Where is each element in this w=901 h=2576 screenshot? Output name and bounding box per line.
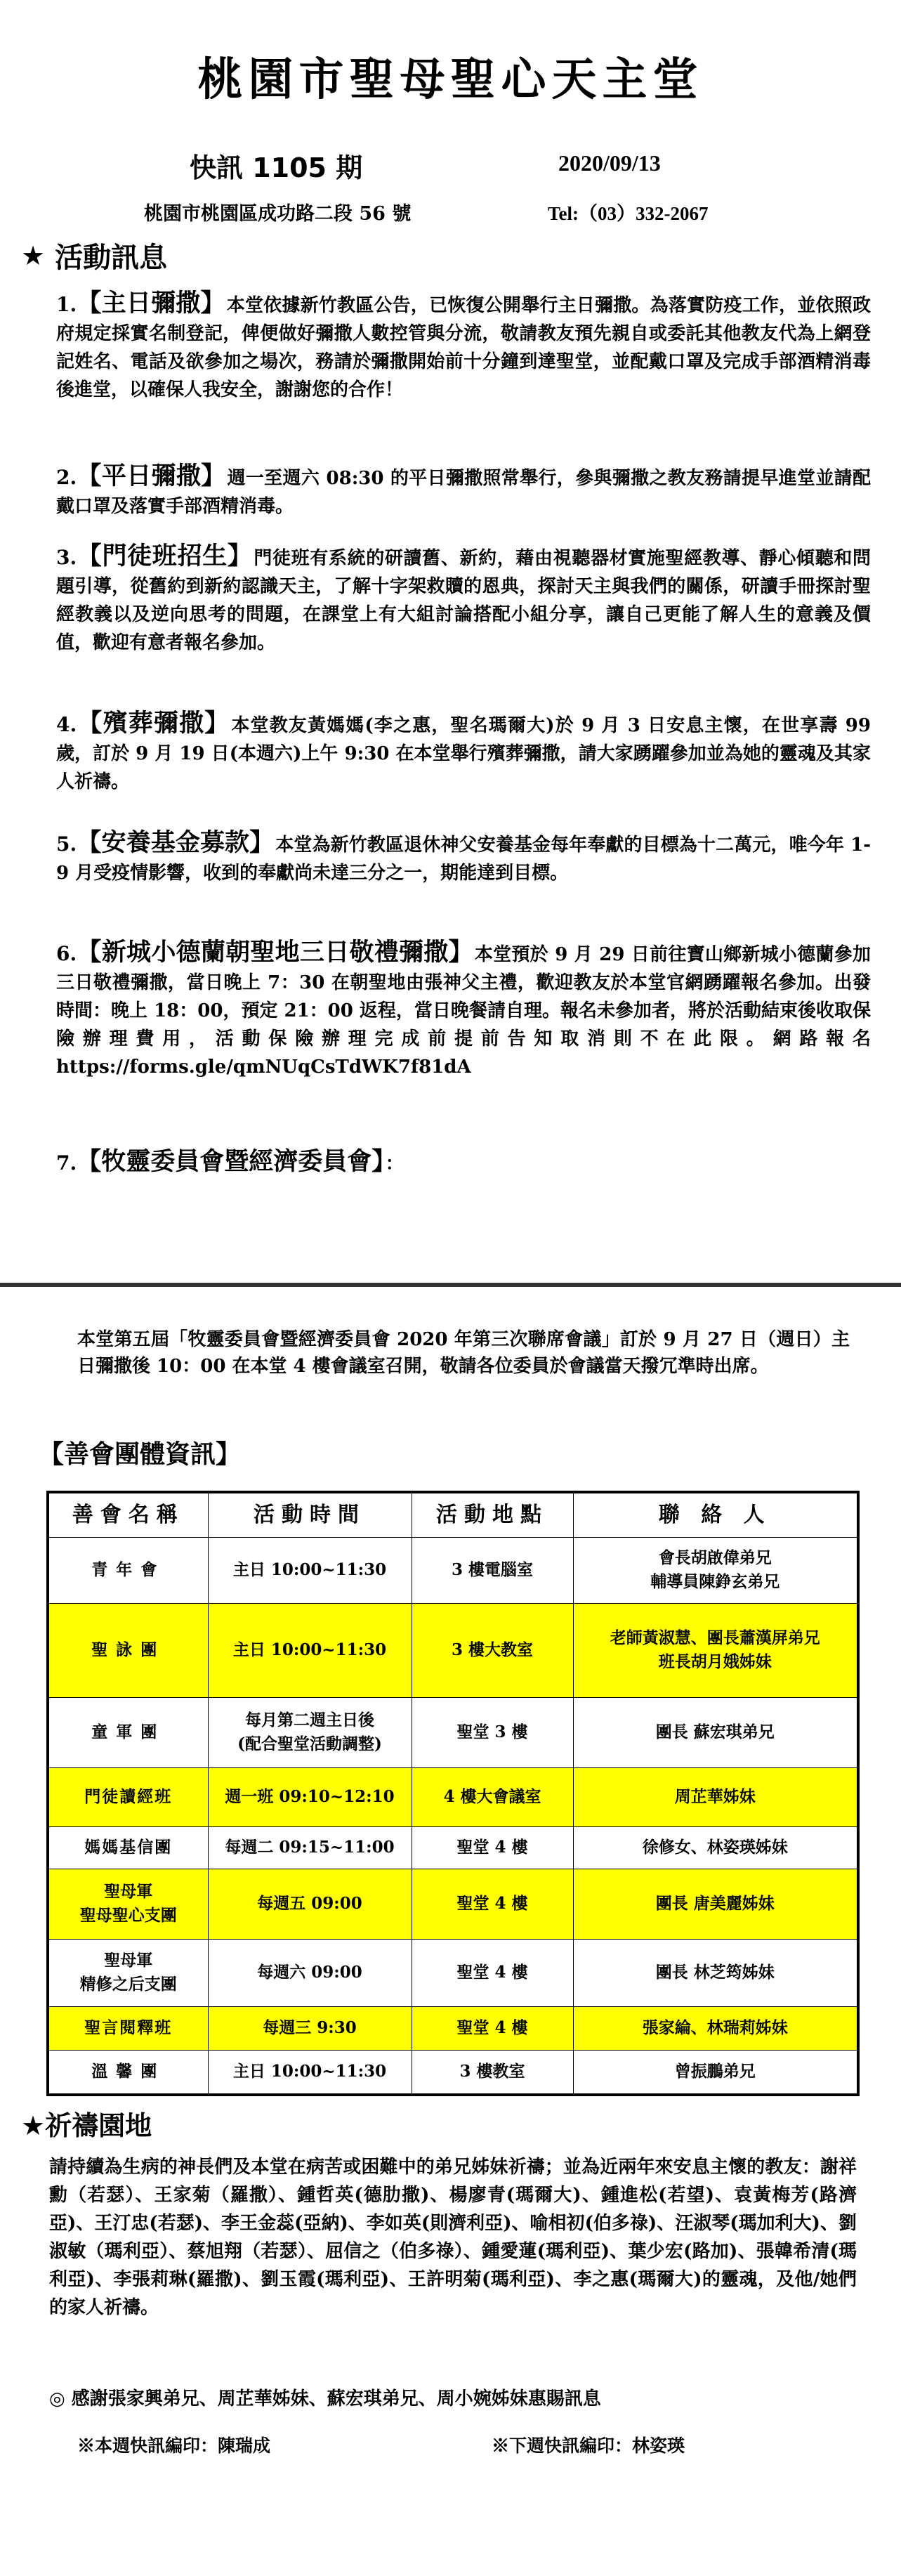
group-place: 3 樓電腦室 bbox=[412, 1537, 573, 1603]
group-name: 童軍團 bbox=[48, 1697, 208, 1767]
news-section-heading bbox=[21, 235, 167, 275]
group-name: 媽媽基信團 bbox=[48, 1826, 208, 1869]
column-header-name: 善會名稱 bbox=[48, 1492, 208, 1537]
news-item-body: 門徒班有系統的研讀舊、新約，藉由視聽器材實施聖經教導、靜心傾聽和問題引導，從舊約到新約認識天主，了解十字架救贖的恩典，探討天主與我們的關係，研讀手冊探討聖經教義以及逆向思考的問題，在課堂上有大組討論搭配小組分享，讓自己更能了解人生的意義及價值，歡迎有意者報名參加。 bbox=[56, 548, 871, 653]
group-time: 週一班 09:10~12:10 bbox=[208, 1767, 412, 1826]
group-place: 聖堂 4 樓 bbox=[412, 2006, 573, 2050]
group-time: 主日 10:00~11:30 bbox=[208, 1603, 412, 1697]
news-item-body: 本堂預於 9 月 29 日前往寶山鄉新城小德蘭參加三日敬禮彌撒，當日晚上 7：30 在朝聖地由張神父主禮，歡迎教友於本堂官網踴躍報名參加。出發時間：晚上 18：00，預定 21：00 返程，當日晚餐請自理。報名未參加者，將於活動結束後收取保險辦理費用，活動保險辦理完成前提前告知取消則不在此限。網路報名 https://forms.gle/qmNUqCsTdWK7f81dA bbox=[56, 944, 871, 1078]
prayer-section-title: ★祈禱園地 bbox=[21, 2110, 152, 2141]
group-place: 聖堂 4 樓 bbox=[412, 1939, 573, 2006]
table-row bbox=[48, 1697, 858, 1767]
group-time: 每週五 09:00 bbox=[208, 1869, 412, 1939]
group-contact: 團長 唐美麗姊妹 bbox=[573, 1869, 858, 1939]
table-row bbox=[48, 1537, 858, 1603]
group-time: 每週六 09:00 bbox=[208, 1939, 412, 2006]
news-section-title: 活動訊息 bbox=[55, 242, 168, 274]
group-place: 聖堂 4 樓 bbox=[412, 1869, 573, 1939]
group-name: 門徒讀經班 bbox=[48, 1767, 208, 1826]
news-item-number: 7. bbox=[56, 1151, 77, 1175]
column-header-place: 活動地點 bbox=[412, 1492, 573, 1537]
group-name: 溫馨團 bbox=[48, 2050, 208, 2095]
news-item-heading: 【殯葬彌撒】 bbox=[77, 710, 230, 738]
news-item bbox=[56, 939, 871, 1081]
news-item-heading: 【新城小德蘭朝聖地三日敬禮彌撒】 bbox=[77, 939, 473, 967]
group-contact: 周芷華姊妹 bbox=[573, 1767, 858, 1826]
news-item-number: 2. bbox=[56, 466, 77, 489]
news-item-number: 6. bbox=[56, 942, 77, 965]
news-item-heading: 【安養基金募款】 bbox=[77, 829, 275, 857]
group-name: 聖母軍 聖母聖心支團 bbox=[48, 1869, 208, 1939]
issue-date: 2020/09/13 bbox=[558, 150, 661, 176]
prayer-text: 請持續為生病的神長們及本堂在病苦或困難中的弟兄姊妹祈禱；並為近兩年來安息主懷的教友：謝祥勳（若瑟）、王家菊（羅撒）、鍾哲英(德肋撒)、楊廖青(瑪爾大)、鍾進松(若望)、袁黃梅芳(路濟亞)、王汀忠(若瑟)、李王金蕊(亞納)、李如英(則濟利亞)、喻相初(伯多祿)、汪淑琴(瑪加利大)、劉淑敏（瑪利亞）、蔡旭翔（若瑟）、屈信之（伯多祿）、鍾愛蓮(瑪利亞)、葉少宏(路加)、張韓希清(瑪利亞)、李張莉琳(羅撒)、劉玉霞(瑪利亞)、王許明菊(瑪利亞)、李之惠(瑪爾大)的靈魂，及他/她們的家人祈禱。 bbox=[49, 2157, 857, 2318]
table-row bbox=[48, 1869, 858, 1939]
news-item-number: 4. bbox=[56, 713, 77, 736]
news-item bbox=[56, 710, 871, 796]
group-contact: 會長胡啟偉弟兄 輔導員陳錚玄弟兄 bbox=[573, 1537, 858, 1603]
group-contact: 團長 蘇宏琪弟兄 bbox=[573, 1697, 858, 1767]
editor-this-week: ※本週快訊編印：陳瑞成 bbox=[77, 2436, 271, 2456]
table-row bbox=[48, 2050, 858, 2095]
section-divider bbox=[0, 1283, 901, 1287]
table-row bbox=[48, 1939, 858, 2006]
group-place: 3 樓大教室 bbox=[412, 1603, 573, 1697]
group-contact: 團長 林芝筠姊妹 bbox=[573, 1939, 858, 2006]
news-item bbox=[56, 829, 871, 887]
news-item bbox=[56, 289, 871, 404]
groups-section-title: 【善會團體資訊】 bbox=[39, 1440, 242, 1469]
editor-next-week: ※下週快訊編印：林姿瑛 bbox=[492, 2436, 685, 2456]
page-title: 桃園市聖母聖心天主堂 bbox=[197, 54, 704, 106]
column-header-time: 活動時間 bbox=[208, 1492, 412, 1537]
table-row bbox=[48, 2006, 858, 2050]
table-row bbox=[48, 1767, 858, 1826]
news-item-body: 本堂依據新竹教區公告，已恢復公開舉行主日彌撒。為落實防疫工作，並依照政府規定採實名制登記，俾便做好彌撒人數控管與分流，敬請教友預先親自或委託其他教友代為上網登記姓名、電話及欲參加之場次，務請於彌撒開始前十分鐘到達聖堂，並配戴口罩及完成手部酒精消毒後進堂，以確保人我安全，謝謝您的合作！ bbox=[56, 295, 871, 400]
star-icon: ★ bbox=[21, 240, 46, 271]
group-place: 4 樓大會議室 bbox=[412, 1767, 573, 1826]
table-header-row bbox=[48, 1492, 858, 1537]
column-header-contact: 聯 絡 人 bbox=[573, 1492, 858, 1537]
group-contact: 張家綸、林瑞莉姊妹 bbox=[573, 2006, 858, 2050]
church-phone: Tel:（03）332-2067 bbox=[548, 203, 709, 224]
news-item-heading: 【主日彌撒】 bbox=[77, 289, 225, 318]
news-item-heading: 【門徒班招生】 bbox=[77, 542, 253, 570]
news-item-body: ： bbox=[385, 1153, 404, 1175]
group-contact: 徐修女、林姿瑛姊妹 bbox=[573, 1826, 858, 1869]
news-item bbox=[56, 462, 871, 521]
group-contact: 曾振鵬弟兄 bbox=[573, 2050, 858, 2095]
table-row bbox=[48, 1826, 858, 1869]
group-place: 聖堂 3 樓 bbox=[412, 1697, 573, 1767]
news-item-heading: 【平日彌撒】 bbox=[77, 462, 226, 490]
group-contact: 老師黃淑慧、團長蕭漢屏弟兄 班長胡月娥姊妹 bbox=[573, 1603, 858, 1697]
church-address: 桃園市桃園區成功路二段 56 號 bbox=[144, 203, 412, 225]
groups-table bbox=[46, 1491, 860, 2096]
group-time: 主日 10:00~11:30 bbox=[208, 2050, 412, 2095]
table-row bbox=[48, 1603, 858, 1697]
news-item bbox=[56, 542, 871, 657]
news-item-heading: 【牧靈委員會暨經濟委員會】 bbox=[77, 1148, 384, 1176]
news-item-body: 本堂教友黃媽媽(李之惠，聖名瑪爾大)於 9 月 3 日安息主懷，在世享壽 99 歲，訂於 9 月 19 日(本週六)上午 9:30 在本堂舉行殯葬彌撒，請大家踴躍參加並為她的靈魂及其家人祈禱。 bbox=[56, 715, 871, 792]
thanks-note: ◎ 感謝張家興弟兄、周芷華姊妹、蘇宏琪弟兄、周小婉姊妹惠賜訊息 bbox=[49, 2388, 601, 2410]
news-item bbox=[56, 1148, 871, 1178]
group-name: 青年會 bbox=[48, 1537, 208, 1603]
news-item-number: 1. bbox=[56, 293, 77, 316]
group-place: 聖堂 4 樓 bbox=[412, 1826, 573, 1869]
group-time: 每週二 09:15~11:00 bbox=[208, 1826, 412, 1869]
group-time: 每週三 9:30 bbox=[208, 2006, 412, 2050]
group-time: 主日 10:00~11:30 bbox=[208, 1537, 412, 1603]
issue-number: 快訊 1105 期 bbox=[190, 152, 363, 183]
group-place: 3 樓教室 bbox=[412, 2050, 573, 2095]
group-name: 聖言閱釋班 bbox=[48, 2006, 208, 2050]
group-name: 聖詠團 bbox=[48, 1603, 208, 1697]
group-name: 聖母軍 精修之后支團 bbox=[48, 1939, 208, 2006]
news-item-number: 5. bbox=[56, 832, 77, 856]
news-item-body: 週一至週六 08:30 的平日彌撒照常舉行，參與彌撒之教友務請提早進堂並請配戴口罩及落實手部酒精消毒。 bbox=[56, 468, 871, 517]
meeting-notice: 本堂第五屆「牧靈委員會暨經濟委員會 2020 年第三次聯席會議」訂於 9 月 27 日（週日）主日彌撒後 10：00 在本堂 4 樓會議室召開，敬請各位委員於會議當天撥冗準時出席。 bbox=[77, 1329, 850, 1377]
group-time: 每月第二週主日後 (配合聖堂活動調整) bbox=[208, 1697, 412, 1767]
news-item-number: 3. bbox=[56, 546, 77, 569]
news-item-body: 本堂為新竹教區退休神父安養基金每年奉獻的目標為十二萬元，唯今年 1-9 月受疫情影響，收到的奉獻尚未達三分之一，期能達到目標。 bbox=[56, 835, 871, 884]
